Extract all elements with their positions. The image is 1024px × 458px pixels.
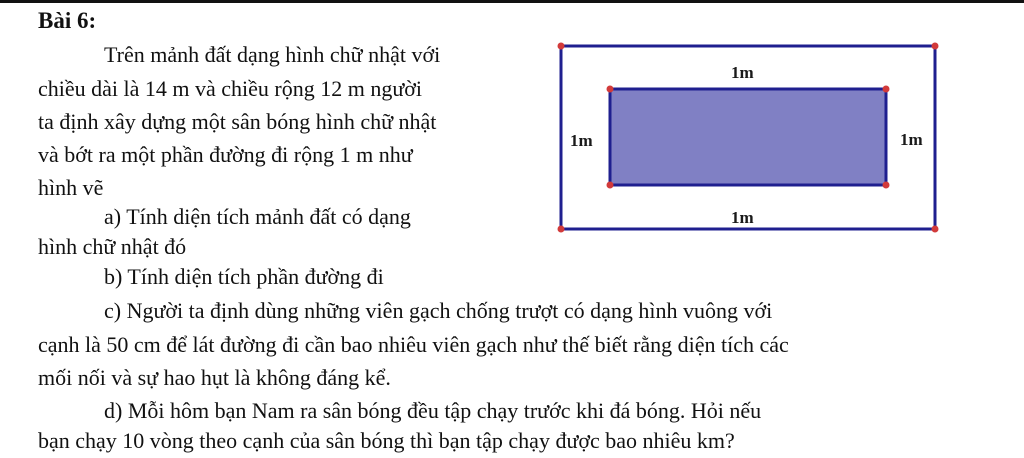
question-d-line-1: d) Mỗi hôm bạn Nam ra sân bóng đều tập chạy trước khi đá bóng. Hỏi nếu [104, 398, 762, 423]
intro-line-3: ta định xây dựng một sân bóng hình chữ nhật [38, 109, 437, 134]
intro-line-2: chiều dài là 14 m và chiều rộng 12 m người [38, 76, 423, 101]
question-a-line-2: hình chữ nhật đó [38, 234, 187, 259]
field-diagram-svg [555, 36, 945, 236]
intro-line-4: và bớt ra một phần đường đi rộng 1 m như [38, 142, 413, 167]
field-diagram [555, 36, 945, 236]
inner-vertex-top-right [883, 86, 890, 93]
outer-vertex-top-left [558, 43, 565, 50]
question-a-line-1: a) Tính diện tích mảnh đất có dạng [104, 204, 411, 229]
intro-line-5: hình vẽ [38, 175, 104, 200]
label-right-width: 1m [900, 130, 923, 149]
exercise-title: Bài 6: [38, 8, 97, 33]
label-left-width: 1m [570, 131, 593, 150]
question-c-line-3: mối nối và sự hao hụt là không đáng kể. [38, 365, 391, 390]
question-b-line: b) Tính diện tích phần đường đi [104, 264, 384, 289]
question-d-line-2: bạn chạy 10 vòng theo cạnh của sân bóng thì bạn tập chạy được bao nhiêu km? [38, 428, 735, 453]
inner-vertex-top-left [607, 86, 614, 93]
intro-line-1: Trên mảnh đất dạng hình chữ nhật với [104, 42, 441, 67]
outer-vertex-bottom-right [932, 226, 939, 233]
outer-vertex-bottom-left [558, 226, 565, 233]
question-c-line-2: cạnh là 50 cm để lát đường đi cần bao nhiêu viên gạch như thế biết rằng diện tích các [38, 332, 789, 357]
top-rule [0, 0, 1024, 3]
outer-vertex-top-right [932, 43, 939, 50]
soccer-field-rectangle [610, 89, 886, 185]
label-bottom-width: 1m [731, 208, 754, 227]
inner-vertex-bottom-left [607, 182, 614, 189]
inner-vertex-bottom-right [883, 182, 890, 189]
question-c-line-1: c) Người ta định dùng những viên gạch chống trượt có dạng hình vuông với [104, 298, 773, 323]
label-top-width: 1m [731, 63, 754, 82]
